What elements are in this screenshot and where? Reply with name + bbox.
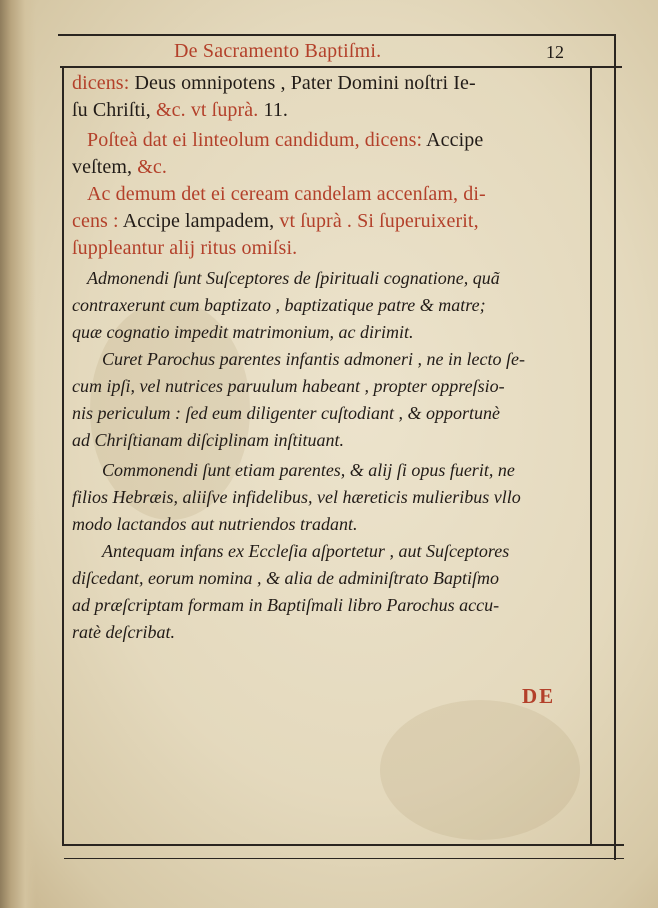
page-gutter-shadow [0, 0, 36, 908]
frame-rule-bottom-outer [64, 858, 624, 859]
frame-rule-right-outer [614, 34, 616, 860]
text-line: ratè deſcribat. [72, 622, 175, 642]
header-rule-bottom [60, 66, 622, 68]
text-line: Antequam infans ex Eccleſia aſportetur , aut Suſceptores [102, 541, 510, 561]
text-line: quæ cognatio impedit matrimonium, ac dirimit. [72, 322, 414, 342]
paper-stain [380, 700, 580, 840]
header-rule-top [58, 34, 616, 36]
text-line: Admonendi ſunt Suſceptores de ſpirituali cognatione, quã [87, 268, 500, 288]
text-line: diſcedant, eorum nomina , & alia de adminiſtrato Baptiſmo [72, 568, 499, 588]
text-line: ad Chriſtianam diſciplinam inſtituant. [72, 430, 345, 450]
text-line: cum ipſi, vel nutrices paruulum habeant , propter oppreſsio- [72, 376, 505, 396]
frame-rule-right [590, 66, 592, 846]
catchword: DE [522, 684, 556, 708]
text-line: contraxerunt cum baptizato , baptizatique patre & matre; [72, 295, 486, 315]
text-line: Ac demum det ei ceream candelam accenſam, di- [87, 183, 486, 205]
text-line: nis periculum : ſed eum diligenter cuſtodiant , & opportunè [72, 403, 500, 423]
text-line: Poſteà dat ei linteolum candidum, dicens: Accipe [87, 129, 484, 151]
text-line: ad præſcriptam formam in Baptiſmali libro Parochus accu- [72, 595, 500, 615]
page-number: 12 [546, 42, 564, 62]
text-line: ſu Chriſti, &c. vt ſuprà. 11. [72, 99, 289, 121]
text-line: veſtem, &c. [72, 156, 167, 178]
text-line: Curet Parochus parentes infantis admoneri , ne in lecto ſe- [102, 349, 525, 369]
text-line: cens : Accipe lampadem, vt ſuprà . Si ſuperuixerit, [72, 210, 479, 232]
text-line: ſuppleantur alij ritus omiſsi. [72, 237, 298, 259]
text-line: dicens: Deus omnipotens , Pater Domini noſtri Ie- [72, 72, 476, 94]
frame-rule-bottom [64, 844, 624, 846]
frame-rule-left [62, 66, 64, 846]
running-head-title: De Sacramento Baptiſmi. [174, 40, 382, 62]
text-line: filios Hebræis, aliiſve infidelibus, vel hæreticis mulieribus vllo [72, 487, 521, 507]
text-line: modo lactandos aut nutriendos tradant. [72, 514, 358, 534]
text-line: Commonendi ſunt etiam parentes, & alij ſi opus fuerit, ne [102, 460, 515, 480]
